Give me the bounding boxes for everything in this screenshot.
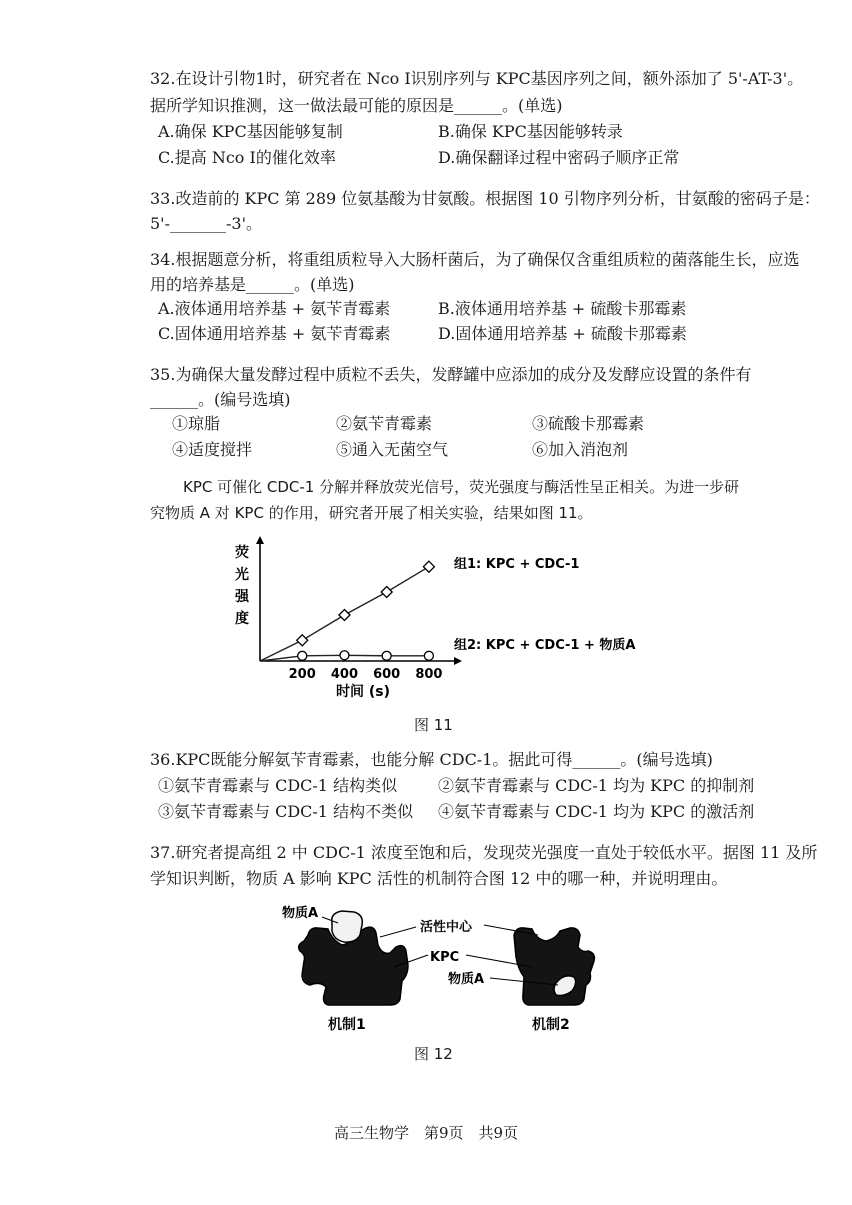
q35-line1: 35.为确保大量发酵过程中质粒不丢失，发酵罐中应添加的成分及发酵应设置的条件有 [150, 365, 752, 384]
x-tick-label: 800 [415, 667, 443, 682]
leader-line-active-site-1 [380, 927, 416, 937]
q36-item-1: ①氨苄青霉素与 CDC-1 结构类似 [158, 776, 398, 795]
q34-line1: 34.根据题意分析，将重组质粒导入大肠杆菌后，为了确保仅含重组质粒的菌落能生长，应选 [150, 250, 800, 269]
q36-item-2: ②氨苄青霉素与 CDC-1 均为 KPC 的抑制剂 [438, 776, 755, 795]
data-point-circle [424, 651, 433, 660]
q36-line1: 36.KPC既能分解氨苄青霉素，也能分解 CDC-1。据此可得______。(编号选填) [150, 750, 713, 769]
q34-option-c: C.固体通用培养基 + 氨苄青霉素 [158, 324, 391, 343]
y-axis-arrow [256, 536, 264, 544]
q32-option-b: B.确保 KPC基因能够转录 [438, 122, 623, 141]
q37-line1: 37.研究者提高组 2 中 CDC-1 浓度至饱和后，发现荧光强度一直处于较低水平。据图 11 及所 [150, 843, 818, 862]
label-kpc: KPC [430, 950, 460, 965]
kpc-enzyme-mechanism2 [514, 928, 594, 1005]
figure-11-chart [220, 535, 660, 710]
q35-item-5: ⑤通入无菌空气 [336, 440, 449, 459]
figure-12-caption: 图 12 [414, 1045, 453, 1063]
data-point-circle [382, 651, 391, 660]
q37-line2: 学知识判断，物质 A 影响 KPC 活性的机制符合图 12 中的哪一种，并说明理由。 [150, 869, 728, 888]
chart-series [260, 561, 434, 661]
q35-line2: ______。(编号选填) [150, 390, 291, 409]
chart-y-axis-label [234, 544, 250, 627]
q36-item-3: ③氨苄青霉素与 CDC-1 结构不类似 [158, 802, 414, 821]
label-mechanism-1: 机制1 [328, 1017, 366, 1033]
y-axis-label-char: 荧 [235, 545, 249, 561]
intro-line2: 究物质 A 对 KPC 的作用，研究者开展了相关实验，结果如图 11。 [150, 504, 593, 522]
q35-item-2: ②氨苄青霉素 [336, 414, 433, 433]
q35-item-3: ③硫酸卡那霉素 [532, 414, 645, 433]
q34-line2: 用的培养基是______。(单选) [150, 275, 355, 294]
data-point-diamond [381, 587, 392, 598]
x-tick-label: 200 [288, 667, 316, 682]
series-2 [260, 651, 433, 661]
q36-item-4: ④氨苄青霉素与 CDC-1 均为 KPC 的激活剂 [438, 802, 755, 821]
data-point-circle [340, 651, 349, 660]
label-mechanism-2: 机制2 [532, 1017, 570, 1033]
x-tick-label: 400 [330, 667, 359, 682]
data-point-diamond [423, 561, 434, 572]
figure-12-diagram [270, 895, 600, 1040]
legend-group1: 组1: KPC + CDC-1 [454, 557, 580, 572]
x-axis-arrow [454, 657, 462, 665]
q34-option-a: A.液体通用培养基 + 氨苄青霉素 [158, 299, 391, 318]
q32-line2: 据所学知识推测，这一做法最可能的原因是______。(单选) [150, 96, 563, 115]
q33-line2: 5'-_______-3'。 [150, 214, 262, 233]
y-axis-label-char: 度 [235, 611, 249, 627]
intro-line1: KPC 可催化 CDC-1 分解并释放荧光信号，荧光强度与酶活性呈正相关。为进一步研 [183, 478, 740, 496]
figure-11-caption: 图 11 [414, 716, 453, 734]
q34-option-b: B.液体通用培养基 + 硫酸卡那霉素 [438, 299, 687, 318]
y-axis-label-char: 光 [235, 567, 249, 583]
q32-line1: 32.在设计引物1时，研究者在 Nco I识别序列与 KPC基因序列之间，额外添加了 5'-AT-3'。 [150, 69, 804, 88]
q35-item-6: ⑥加入消泡剂 [532, 440, 629, 459]
page-footer: 高三生物学 第9页 共9页 [333, 1124, 519, 1142]
legend-group2: 组2: KPC + CDC-1 + 物质A [454, 638, 636, 653]
label-active-site: 活性中心 [420, 920, 473, 935]
data-point-diamond [339, 610, 350, 621]
data-point-circle [298, 651, 307, 660]
label-substance-a-1: 物质A [282, 906, 319, 921]
q34-option-d: D.固体通用培养基 + 硫酸卡那霉素 [438, 324, 687, 343]
q32-option-a: A.确保 KPC基因能够复制 [158, 122, 343, 141]
chart-axes [256, 536, 462, 665]
chart-x-axis-label: 时间 (s) [335, 684, 391, 700]
label-substance-a-2: 物质A [448, 972, 485, 987]
q35-item-1: ①琼脂 [172, 414, 221, 433]
q35-item-4: ④适度搅拌 [172, 440, 253, 459]
q33-line1: 33.改造前的 KPC 第 289 位氨基酸为甘氨酸。根据图 10 引物序列分析，甘氨酸的密码子是： [150, 189, 820, 208]
series-1 [260, 561, 434, 661]
data-point-diamond [297, 635, 308, 646]
y-axis-label-char: 强 [235, 589, 249, 605]
substance-a-mechanism1 [332, 911, 363, 942]
q32-option-c: C.提高 Nco I的催化效率 [158, 148, 336, 167]
q32-option-d: D.确保翻译过程中密码子顺序正常 [438, 148, 680, 167]
x-tick-label: 600 [373, 667, 401, 682]
